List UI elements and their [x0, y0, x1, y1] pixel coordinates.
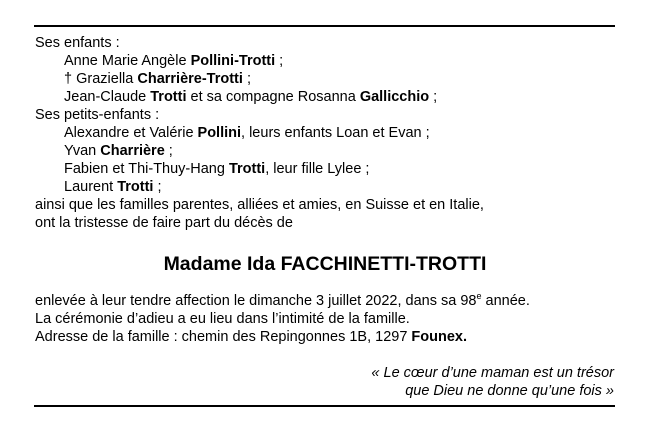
- address-prefix: Adresse de la famille : chemin des Repingonnes 1B, 1297: [35, 329, 412, 345]
- grandchild-line-1: [64, 124, 430, 142]
- grandchild-line-4: [64, 178, 162, 196]
- grandchild-4-surname: Trotti: [117, 179, 154, 195]
- child-line-1: [64, 52, 283, 70]
- quote-line-2: que Dieu ne donne qu’une fois »: [405, 383, 614, 399]
- ceremony-line: La cérémonie d’adieu a eu lieu dans l’intimité de la famille.: [35, 311, 410, 327]
- grandchild-line-3: [64, 160, 369, 178]
- grandchild-2-surname: Charrière: [100, 143, 165, 159]
- child-2-surname: Charrière-Trotti: [137, 71, 243, 87]
- bottom-rule: [34, 405, 615, 407]
- death-line-sup: e: [476, 291, 482, 302]
- death-line-prefix: enlevée à leur tendre affection le dimanche 3 juillet 2022, dans sa 98: [35, 293, 477, 309]
- top-rule: [34, 25, 615, 27]
- death-line-suffix: année.: [481, 293, 530, 309]
- grandchild-2-suffix: ;: [164, 143, 173, 159]
- families-line: ainsi que les familles parentes, alliées et amies, en Suisse et en Italie,: [35, 197, 484, 213]
- grandchild-1-prefix: Alexandre et Valérie: [64, 125, 198, 141]
- address-town: Founex.: [411, 329, 468, 345]
- sorrow-line: ont la tristesse de faire part du décès de: [35, 215, 293, 231]
- child-1-prefix: Anne Marie Angèle: [64, 53, 191, 69]
- grandchild-2-prefix: Yvan: [64, 143, 101, 159]
- child-3-surname: Trotti: [150, 89, 187, 105]
- cross-icon: †: [64, 71, 73, 87]
- child-1-suffix: ;: [275, 53, 284, 69]
- child-line-2: [64, 70, 251, 88]
- grandchild-4-prefix: Laurent: [64, 179, 118, 195]
- grandchild-1-surname: Pollini: [197, 125, 242, 141]
- child-2-suffix: ;: [242, 71, 251, 87]
- grandchild-3-surname: Trotti: [228, 161, 266, 177]
- grandchild-3-prefix: Fabien et Thi-Thuy-Hang: [64, 161, 229, 177]
- child-2-prefix: Graziella: [72, 71, 138, 87]
- grandchild-4-suffix: ;: [153, 179, 162, 195]
- deceased-name: Madame Ida FACCHINETTI-TROTTI: [163, 253, 487, 275]
- children-heading: Ses enfants :: [35, 35, 120, 51]
- grandchildren-heading: Ses petits-enfants :: [35, 107, 160, 123]
- grandchild-3-suffix: , leur fille Lylee ;: [265, 161, 370, 177]
- grandchild-1-suffix: , leurs enfants Loan et Evan ;: [241, 125, 430, 141]
- death-line: [35, 292, 530, 310]
- address-line: [35, 328, 467, 346]
- quote-line-1: « Le cœur d’une maman est un trésor: [371, 365, 614, 381]
- child-3-mid: et sa compagne Rosanna: [186, 89, 360, 105]
- grandchild-line-2: [64, 142, 173, 160]
- child-3-suffix: ;: [429, 89, 438, 105]
- child-line-3: [64, 88, 437, 106]
- child-3-surname2: Gallicchio: [359, 89, 430, 105]
- child-3-prefix: Jean-Claude: [64, 89, 151, 105]
- child-1-surname: Pollini-Trotti: [190, 53, 276, 69]
